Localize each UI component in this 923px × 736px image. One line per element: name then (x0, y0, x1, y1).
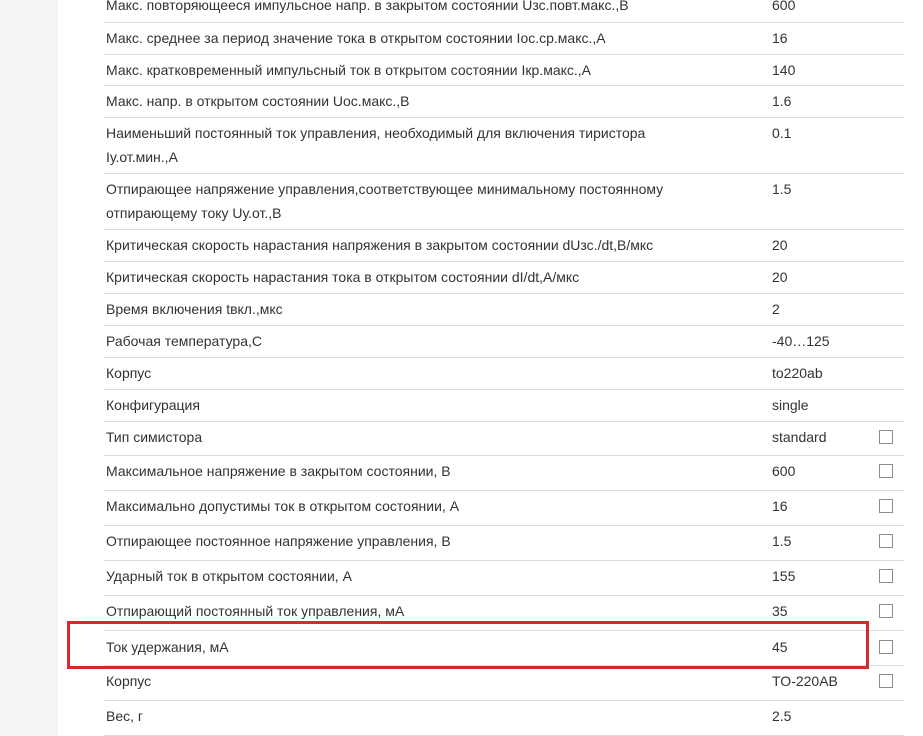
table-row (104, 456, 904, 491)
table-row (104, 55, 904, 86)
spec-value: 16 (772, 498, 788, 514)
spec-label: Макс. напр. в открытом состоянии Uос.макс.,В (106, 93, 410, 109)
spec-value: 155 (772, 568, 796, 584)
spec-value: single (772, 397, 809, 413)
compare-checkbox[interactable] (879, 640, 893, 654)
table-row (104, 0, 904, 23)
table-row (104, 118, 904, 174)
spec-label: Тип симистора (106, 429, 203, 445)
spec-value: 20 (772, 269, 788, 285)
page-margin (0, 0, 58, 736)
spec-label: Отпирающее постоянное напряжение управления, В (106, 533, 451, 549)
spec-label: Корпус (106, 673, 152, 689)
table-row (104, 666, 904, 701)
spec-value: 16 (772, 30, 788, 46)
spec-label: Рабочая температура,С (106, 333, 262, 349)
spec-label-continued: Iу.от.мин.,А (106, 149, 178, 165)
spec-value: 1.5 (772, 533, 792, 549)
spec-label: Корпус (106, 365, 152, 381)
spec-value: 45 (772, 639, 788, 655)
table-row (104, 326, 904, 358)
table-row (104, 491, 904, 526)
spec-value: 140 (772, 62, 796, 78)
table-row (104, 596, 904, 631)
spec-value: 0.1 (772, 125, 792, 141)
compare-checkbox[interactable] (879, 534, 893, 548)
spec-value: standard (772, 429, 827, 445)
spec-value: TO-220AB (772, 673, 838, 689)
compare-checkbox[interactable] (879, 604, 893, 618)
table-row (104, 390, 904, 422)
spec-label: Макс. среднее за период значение тока в открытом состоянии Iос.ср.макс.,А (106, 30, 606, 46)
spec-label: Ударный ток в открытом состоянии, А (106, 568, 352, 584)
table-row (104, 701, 904, 736)
compare-checkbox[interactable] (879, 430, 893, 444)
spec-label: Максимально допустимы ток в открытом состоянии, А (106, 498, 460, 514)
spec-label: Наименьший постоянный ток управления, необходимый для включения тиристора (106, 125, 646, 141)
spec-label-continued: отпирающему току Uу.от.,В (106, 205, 282, 221)
spec-label: Вес, г (106, 708, 144, 724)
spec-value: 1.5 (772, 181, 792, 197)
table-row (104, 262, 904, 294)
table-row (104, 23, 904, 55)
table-row (104, 174, 904, 230)
spec-label: Макс. кратковременный импульсный ток в открытом состоянии Iкр.макс.,А (106, 62, 592, 78)
spec-label: Ток удержания, мА (106, 639, 229, 655)
spec-value: 35 (772, 603, 788, 619)
table-row (104, 422, 904, 456)
spec-value: 600 (772, 463, 796, 479)
compare-checkbox[interactable] (879, 499, 893, 513)
spec-value: 600 (772, 0, 796, 13)
spec-table (104, 0, 904, 736)
spec-value: 2 (772, 301, 780, 317)
compare-checkbox[interactable] (879, 464, 893, 478)
table-row (104, 561, 904, 596)
spec-value: 2.5 (772, 708, 792, 724)
table-row (104, 294, 904, 326)
spec-label: Отпирающее напряжение управления,соответствующее минимальному постоянному (106, 181, 664, 197)
spec-value: -40…125 (772, 333, 830, 349)
spec-value: to220ab (772, 365, 823, 381)
spec-value: 1.6 (772, 93, 792, 109)
spec-value: 20 (772, 237, 788, 253)
table-row-highlighted (104, 631, 904, 666)
spec-label: Конфигурация (106, 397, 200, 413)
spec-label: Критическая скорость нарастания напряжения в закрытом состоянии dUзс./dt,В/мкс (106, 237, 654, 253)
spec-label: Макс. повторяющееся импульсное напр. в закрытом состоянии Uзс.повт.макс.,В (106, 0, 629, 13)
compare-checkbox[interactable] (879, 674, 893, 688)
spec-label: Отпирающий постоянный ток управления, мА (106, 603, 405, 619)
table-row (104, 526, 904, 561)
compare-checkbox[interactable] (879, 569, 893, 583)
table-row (104, 230, 904, 262)
spec-label: Время включения tвкл.,мкс (106, 301, 283, 317)
spec-label: Максимальное напряжение в закрытом состоянии, В (106, 463, 451, 479)
spec-label: Критическая скорость нарастания тока в открытом состоянии dI/dt,А/мкс (106, 269, 580, 285)
table-row (104, 358, 904, 390)
table-row (104, 86, 904, 118)
